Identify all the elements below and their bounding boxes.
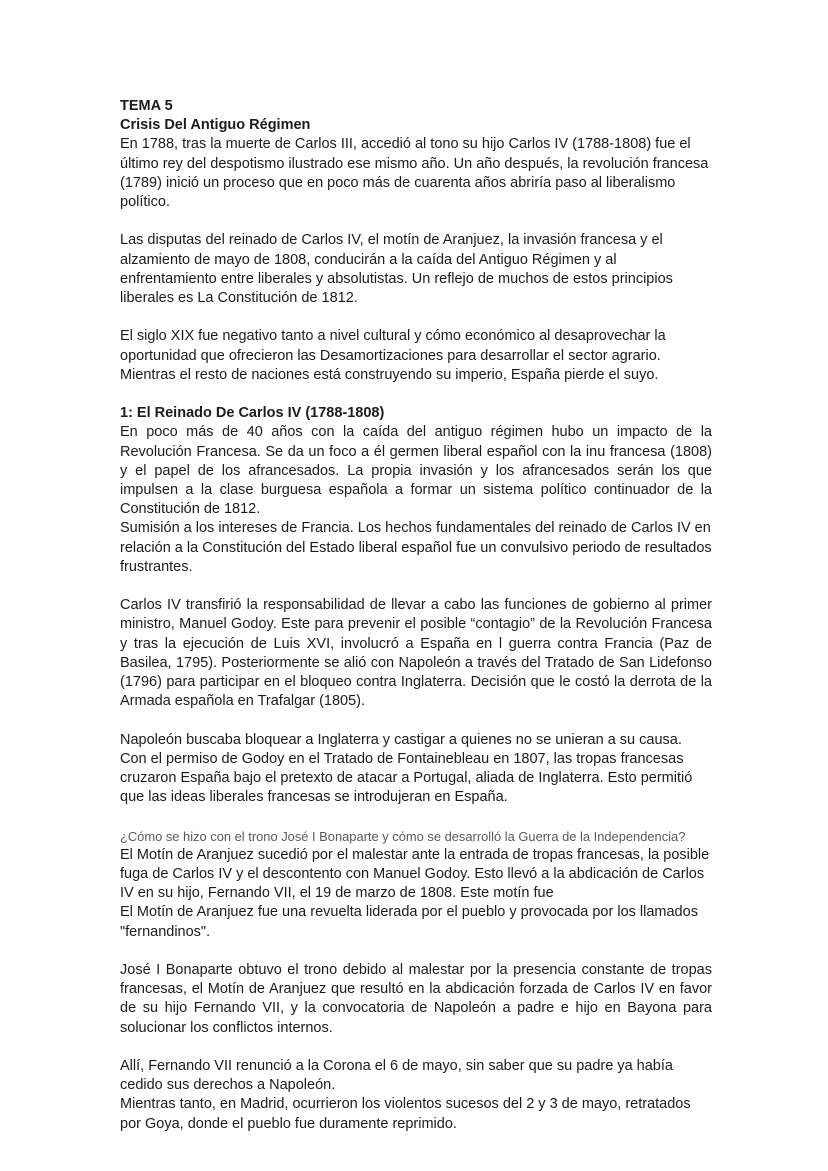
paragraph-sumision-francia: Sumisión a los intereses de Francia. Los hechos fundamentales del reinado de Carlos IV en relación a la Constitución del Estado liberal español fue un convulsivo periodo de resultados frustrantes. <box>120 520 712 575</box>
doc-title: TEMA 5 <box>120 98 173 114</box>
paragraph-godoy: Carlos IV transfirió la responsabilidad de llevar a cabo las funciones de gobierno al primer ministro, Manuel Godoy. Este para prevenir el posible “contagio” de la Revolución Francesa y tras la ejecución de Luis XVI, involucró a España en l guerra contra Francia (Paz de Basilea, 1795). Posteriormente se alió con Napoleón a través del Tratado de San Lidefonso (1796) para participar en el bloqueo contra Inglaterra. Decisión que le costó la derrota de la Armada española en Trafalgar (1805). <box>120 597 712 710</box>
paragraph-motin-revuelta: El Motín de Aranjuez fue una revuelta liderada por el pueblo y provocada por los llamados "fernandinos". <box>120 904 698 940</box>
paragraph-motin-aranjuez: El Motín de Aranjuez sucedió por el malestar ante la entrada de tropas francesas, la posible fuga de Carlos IV y el descontento con Manuel Godoy. Esto llevó a la abdicación de Carlos IV en su hijo, Fernando VII, el 19 de marzo de 1808. Este motín fue <box>120 846 710 902</box>
question-line: ¿Cómo se hizo con el trono José I Bonaparte y cómo se desarrolló la Guerra de la Independencia? <box>120 828 686 844</box>
paragraph-impacto-revolucion: En poco más de 40 años con la caída del antiguo régimen hubo un impacto de la Revolución Francesa. Se da un foco a él germen liberal español con la inu francesa (1808) y el papel de los afrancesados. La propia invasión y los afrancesados serán los que impulsen a la clase burguesa española a formar un sistema político continuador de la Constitución de 1812. <box>120 424 712 518</box>
paragraph-disputas-reinado: Las disputas del reinado de Carlos IV, el motín de Aranjuez, la invasión francesa y el alzamiento de mayo de 1808, conducirán a la caída del Antiguo Régimen y al enfrentamiento entre liberales y absolutistas. Un reflejo de muchos de estos principios liberales es La Constitución de 1812. <box>120 232 673 307</box>
paragraph-siglo-xix: El siglo XIX fue negativo tanto a nivel cultural y cómo económico al desaprovechar la oportunidad que ofrecieron las Desamortizaciones para desarrollar el sector agrario. Mientras el resto de naciones está construyendo su imperio, España pierde el suyo. <box>120 328 666 383</box>
paragraph-intro-1788: En 1788, tras la muerte de Carlos III, accedió al tono su hijo Carlos IV (1788-1808) fue el último rey del despotismo ilustrado ese mismo año. Un año después, la revolución francesa (1789) inició un proceso que en poco más de cuarenta años abriría paso al liberalismo político. <box>120 136 709 211</box>
paragraph-madrid-mayo: Mientras tanto, en Madrid, ocurrieron los violentos sucesos del 2 y 3 de mayo, retratados por Goya, donde el pueblo fue duramente reprimido. <box>120 1096 691 1132</box>
doc-subtitle: Crisis Del Antiguo Régimen <box>120 117 311 134</box>
paragraph-jose-bonaparte: José I Bonaparte obtuvo el trono debido al malestar por la presencia constante de tropas francesas, el Motín de Aranjuez que resultó en la abdicación forzada de Carlos IV en favor de su hijo Fernando VII, y la convocatoria de Napoleón a padre e hijo en Bayona para solucionar los conflictos internos. <box>120 962 712 1036</box>
section-heading-reinado-carlos-iv: 1: El Reinado De Carlos IV (1788-1808) <box>120 405 385 422</box>
paragraph-renuncia-corona: Allí, Fernando VII renunció a la Corona el 6 de mayo, sin saber que su padre ya había cedido sus derechos a Napoleón. <box>120 1058 673 1094</box>
paragraph-napoleon-bloqueo: Napoleón buscaba bloquear a Inglaterra y castigar a quienes no se unieran a su causa. Con el permiso de Godoy en el Tratado de Fontainebleau en 1807, las tropas francesas cruzaron España bajo el pretexto de atacar a Portugal, aliada de Inglaterra. Esto permitió que las ideas liberales francesas se introdujeran en España. <box>120 731 693 806</box>
